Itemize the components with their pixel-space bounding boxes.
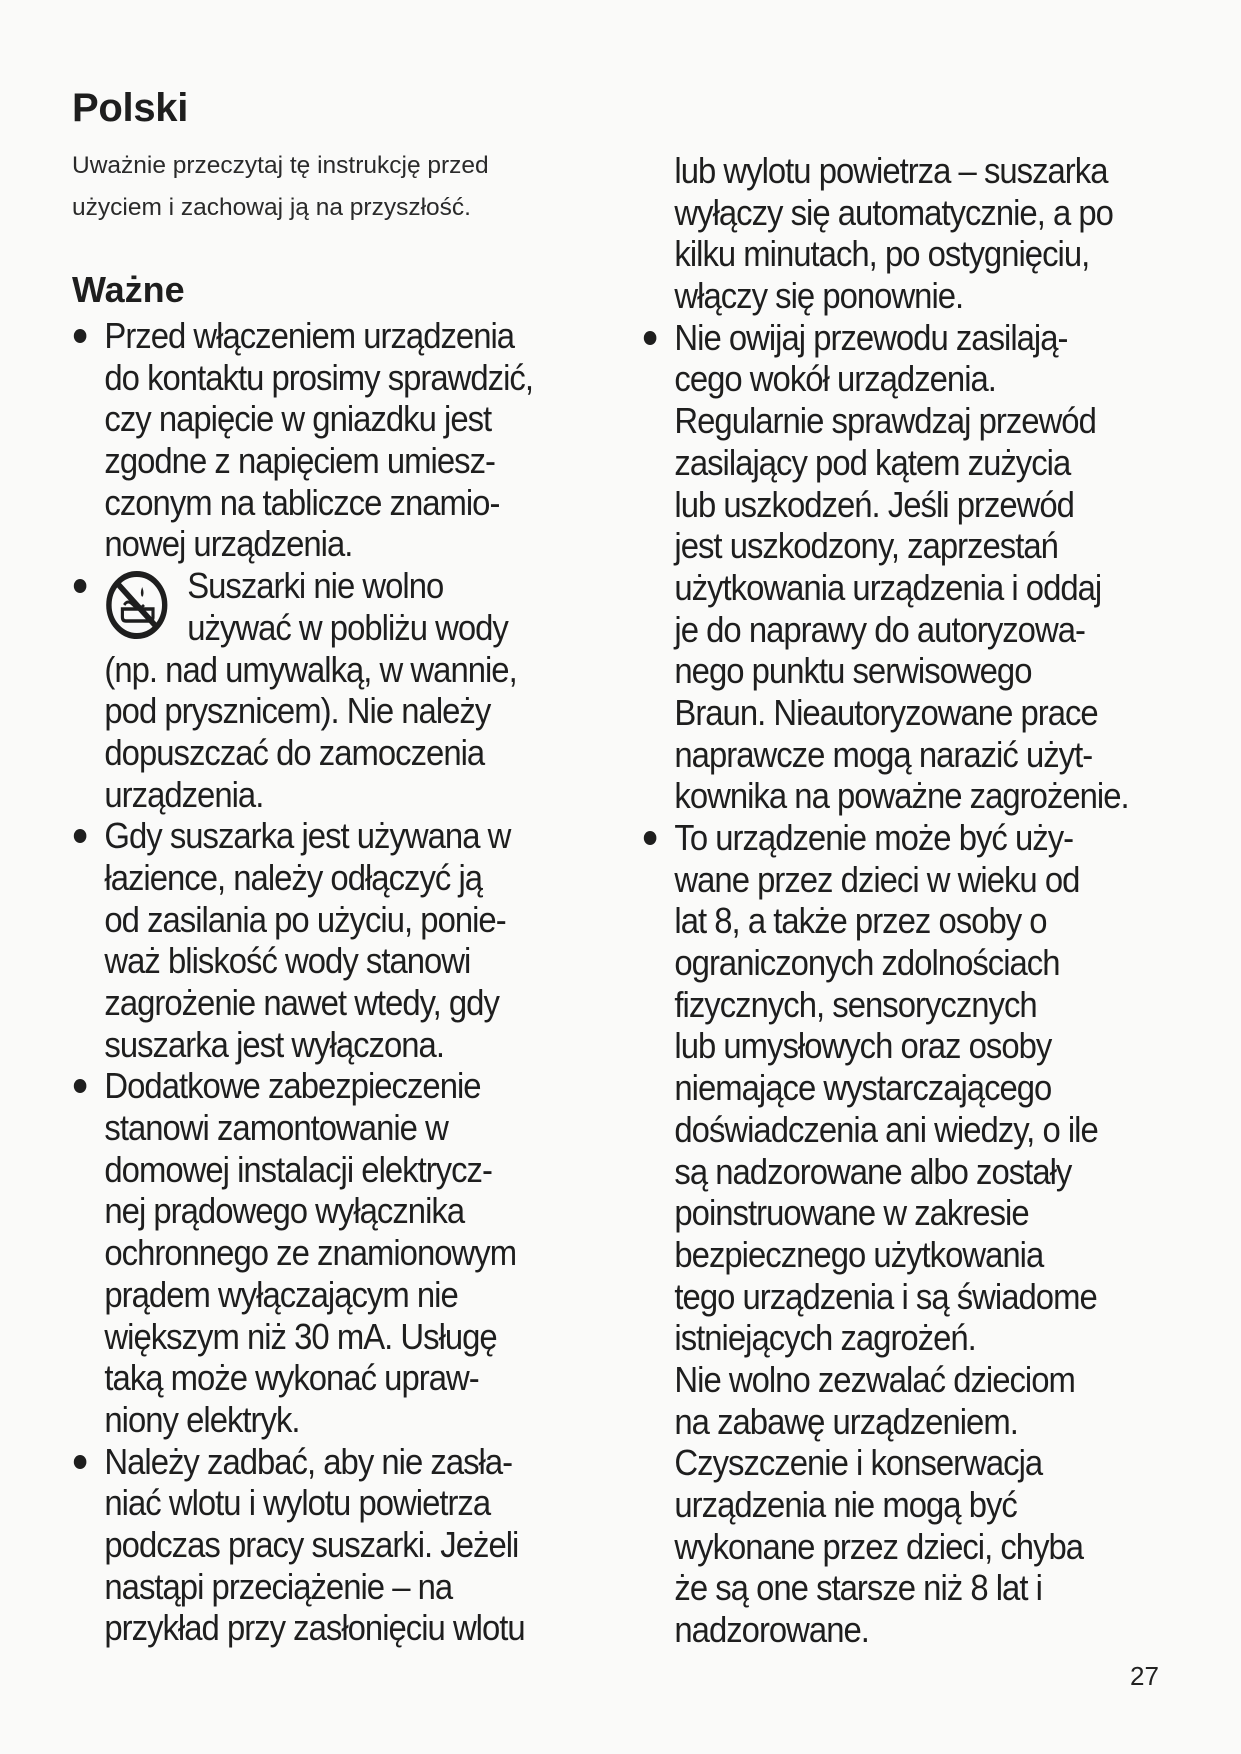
text-line: na zabawę urządzeniem. [674, 1400, 1018, 1442]
text-line: użytkowania urządzenia i oddaj [674, 566, 1102, 608]
text-line: niać wlotu i wylotu powietrza [104, 1482, 491, 1524]
text-line: je do naprawy do autoryzowa- [674, 608, 1085, 650]
text-line: lat 8, a także przez osoby o [674, 900, 1047, 942]
bullet-dot [644, 331, 657, 345]
text-line: wane przez dzieci w wieku od [674, 858, 1080, 900]
text-line: stanowi zamontowanie w [104, 1107, 448, 1149]
text-line: niony elektryk. [104, 1398, 300, 1440]
text-line: nej prądowego wyłącznika [104, 1190, 465, 1232]
text-line: nowej urządzenia. [104, 523, 353, 565]
text-line: kilku minutach, po ostygnięciu, [674, 233, 1090, 275]
text-line: suszarka jest wyłączona. [104, 1023, 444, 1065]
text-line: lub wylotu powietrza – suszarka [674, 150, 1108, 191]
text-line: Braun. Nieautoryzowane prace [674, 691, 1098, 733]
bullet-item-voltage [72, 315, 576, 565]
text-line: wykonane przez dzieci, chyba [674, 1525, 1084, 1567]
text-line: Należy zadbać, aby nie zasła- [104, 1440, 513, 1482]
text-line: czy napięcie w gniazdku jest [104, 398, 492, 440]
text-line: czonym na tabliczce znamio- [104, 481, 500, 523]
text-line: Suszarki nie wolno [187, 565, 444, 607]
text-line: nego punktu serwisowego [674, 650, 1032, 692]
language-heading: Polski [72, 86, 189, 130]
bullet-item-bathroom [72, 815, 576, 1065]
text-line: większym niż 30 mA. Usługę [104, 1315, 497, 1357]
text-line: cego wokół urządzenia. [674, 358, 996, 400]
text-line: prądem wyłączającym nie [104, 1273, 458, 1315]
text-line: waż bliskość wody stanowi [104, 940, 471, 982]
intro-line: Uważnie przeczytaj tę instrukcję przed [72, 152, 489, 179]
text-line: od zasilania po użyciu, ponie- [104, 898, 506, 940]
text-line: istniejących zagrożeń. [674, 1317, 976, 1359]
text-line: taką może wykonać upraw- [104, 1357, 479, 1399]
text-line: przykład przy zasłonięciu wlotu [104, 1607, 525, 1649]
bullet-item-water-warning [72, 565, 576, 815]
text-line: Nie owijaj przewodu zasilają- [674, 316, 1068, 358]
text-line: niemające wystarczającego [674, 1067, 1052, 1109]
text-line: zagrożenie nawet wtedy, gdy [104, 982, 499, 1023]
text-line: ochronnego ze znamionowym [104, 1232, 517, 1274]
text-line: ograniczonych zdolnościach [674, 942, 1060, 984]
text-line: domowej instalacji elektrycz- [104, 1148, 492, 1190]
text-line: zasilający pod kątem zużycia [674, 441, 1071, 483]
text-line: dopuszczać do zamoczenia [104, 731, 485, 773]
bullet-dot [74, 329, 87, 343]
text-line: Przed włączeniem urządzenia [104, 315, 515, 356]
text-line: lub umysłowych oraz osoby [674, 1025, 1052, 1067]
bullet-dot [74, 579, 87, 593]
text-line: doświadczenia ani wiedzy, o ile [674, 1108, 1098, 1150]
text-line: są nadzorowane albo zostały [674, 1150, 1072, 1192]
bullet-item-rcd [72, 1065, 576, 1440]
text-line: Regularnie sprawdzaj przewód [674, 400, 1096, 442]
text-line: lub uszkodzeń. Jeśli przewód [674, 483, 1074, 525]
bullet-item-power-cord [642, 317, 1128, 817]
bullet-dot [74, 1455, 87, 1469]
bullet-item-children [642, 817, 1128, 1651]
bullet-continuation [642, 150, 1128, 317]
text-line: jest uszkodzony, zaprzestań [674, 525, 1058, 567]
text-line: podczas pracy suszarki. Jeżeli [104, 1523, 519, 1565]
text-line: Gdy suszarka jest używana w [104, 815, 511, 857]
text-line: wyłączy się automatycznie, a po [674, 191, 1113, 233]
bullet-dot [74, 1079, 87, 1093]
bullet-item-air-inlet [72, 1441, 576, 1649]
text-line: Czyszczenie i konserwacja [674, 1442, 1043, 1484]
text-line: Nie wolno zezwalać dzieciom [674, 1358, 1075, 1400]
text-line: do kontaktu prosimy sprawdzić, [104, 356, 533, 398]
text-line: nastąpi przeciążenie – na [104, 1565, 453, 1607]
text-line: Dodatkowe zabezpieczenie [104, 1065, 481, 1107]
section-heading-important: Ważne [72, 269, 185, 310]
text-line: że są one starsze niż 8 lat i [674, 1567, 1042, 1609]
text-line: (np. nad umywalką, w wannie, [104, 648, 517, 690]
text-line: poinstruowane w zakresie [674, 1192, 1029, 1234]
text-line: naprawcze mogą narazić użyt- [674, 733, 1093, 775]
bullet-dot [74, 829, 87, 843]
page-number: 27 [1130, 1661, 1159, 1691]
text-line: łazience, należy odłączyć ją [104, 856, 483, 898]
text-line: fizycznych, sensorycznych [674, 983, 1037, 1025]
text-line: kownika na poważne zagrożenie. [674, 775, 1129, 817]
text-line: nadzorowane. [674, 1609, 869, 1651]
text-line: pod prysznicem). Nie należy [104, 690, 491, 732]
right-column [642, 150, 1128, 1651]
text-line: To urządzenie może być uży- [674, 817, 1074, 858]
text-line: bezpiecznego użytkowania [674, 1233, 1044, 1275]
text-line: używać w pobliżu wody [187, 606, 508, 648]
intro-text [72, 150, 592, 233]
text-line: włączy się ponownie. [674, 275, 964, 317]
bullet-dot [644, 831, 657, 845]
no-water-use-icon [104, 569, 169, 641]
intro-line: użyciem i zachowaj ją na przyszłość. [72, 193, 471, 221]
text-line: tego urządzenia i są świadome [674, 1275, 1097, 1317]
text-line: zgodne z napięciem umiesz- [104, 440, 495, 482]
text-line: urządzenia nie mogą być [674, 1484, 1017, 1525]
left-column [72, 315, 576, 1649]
text-line: urządzenia. [104, 773, 264, 815]
